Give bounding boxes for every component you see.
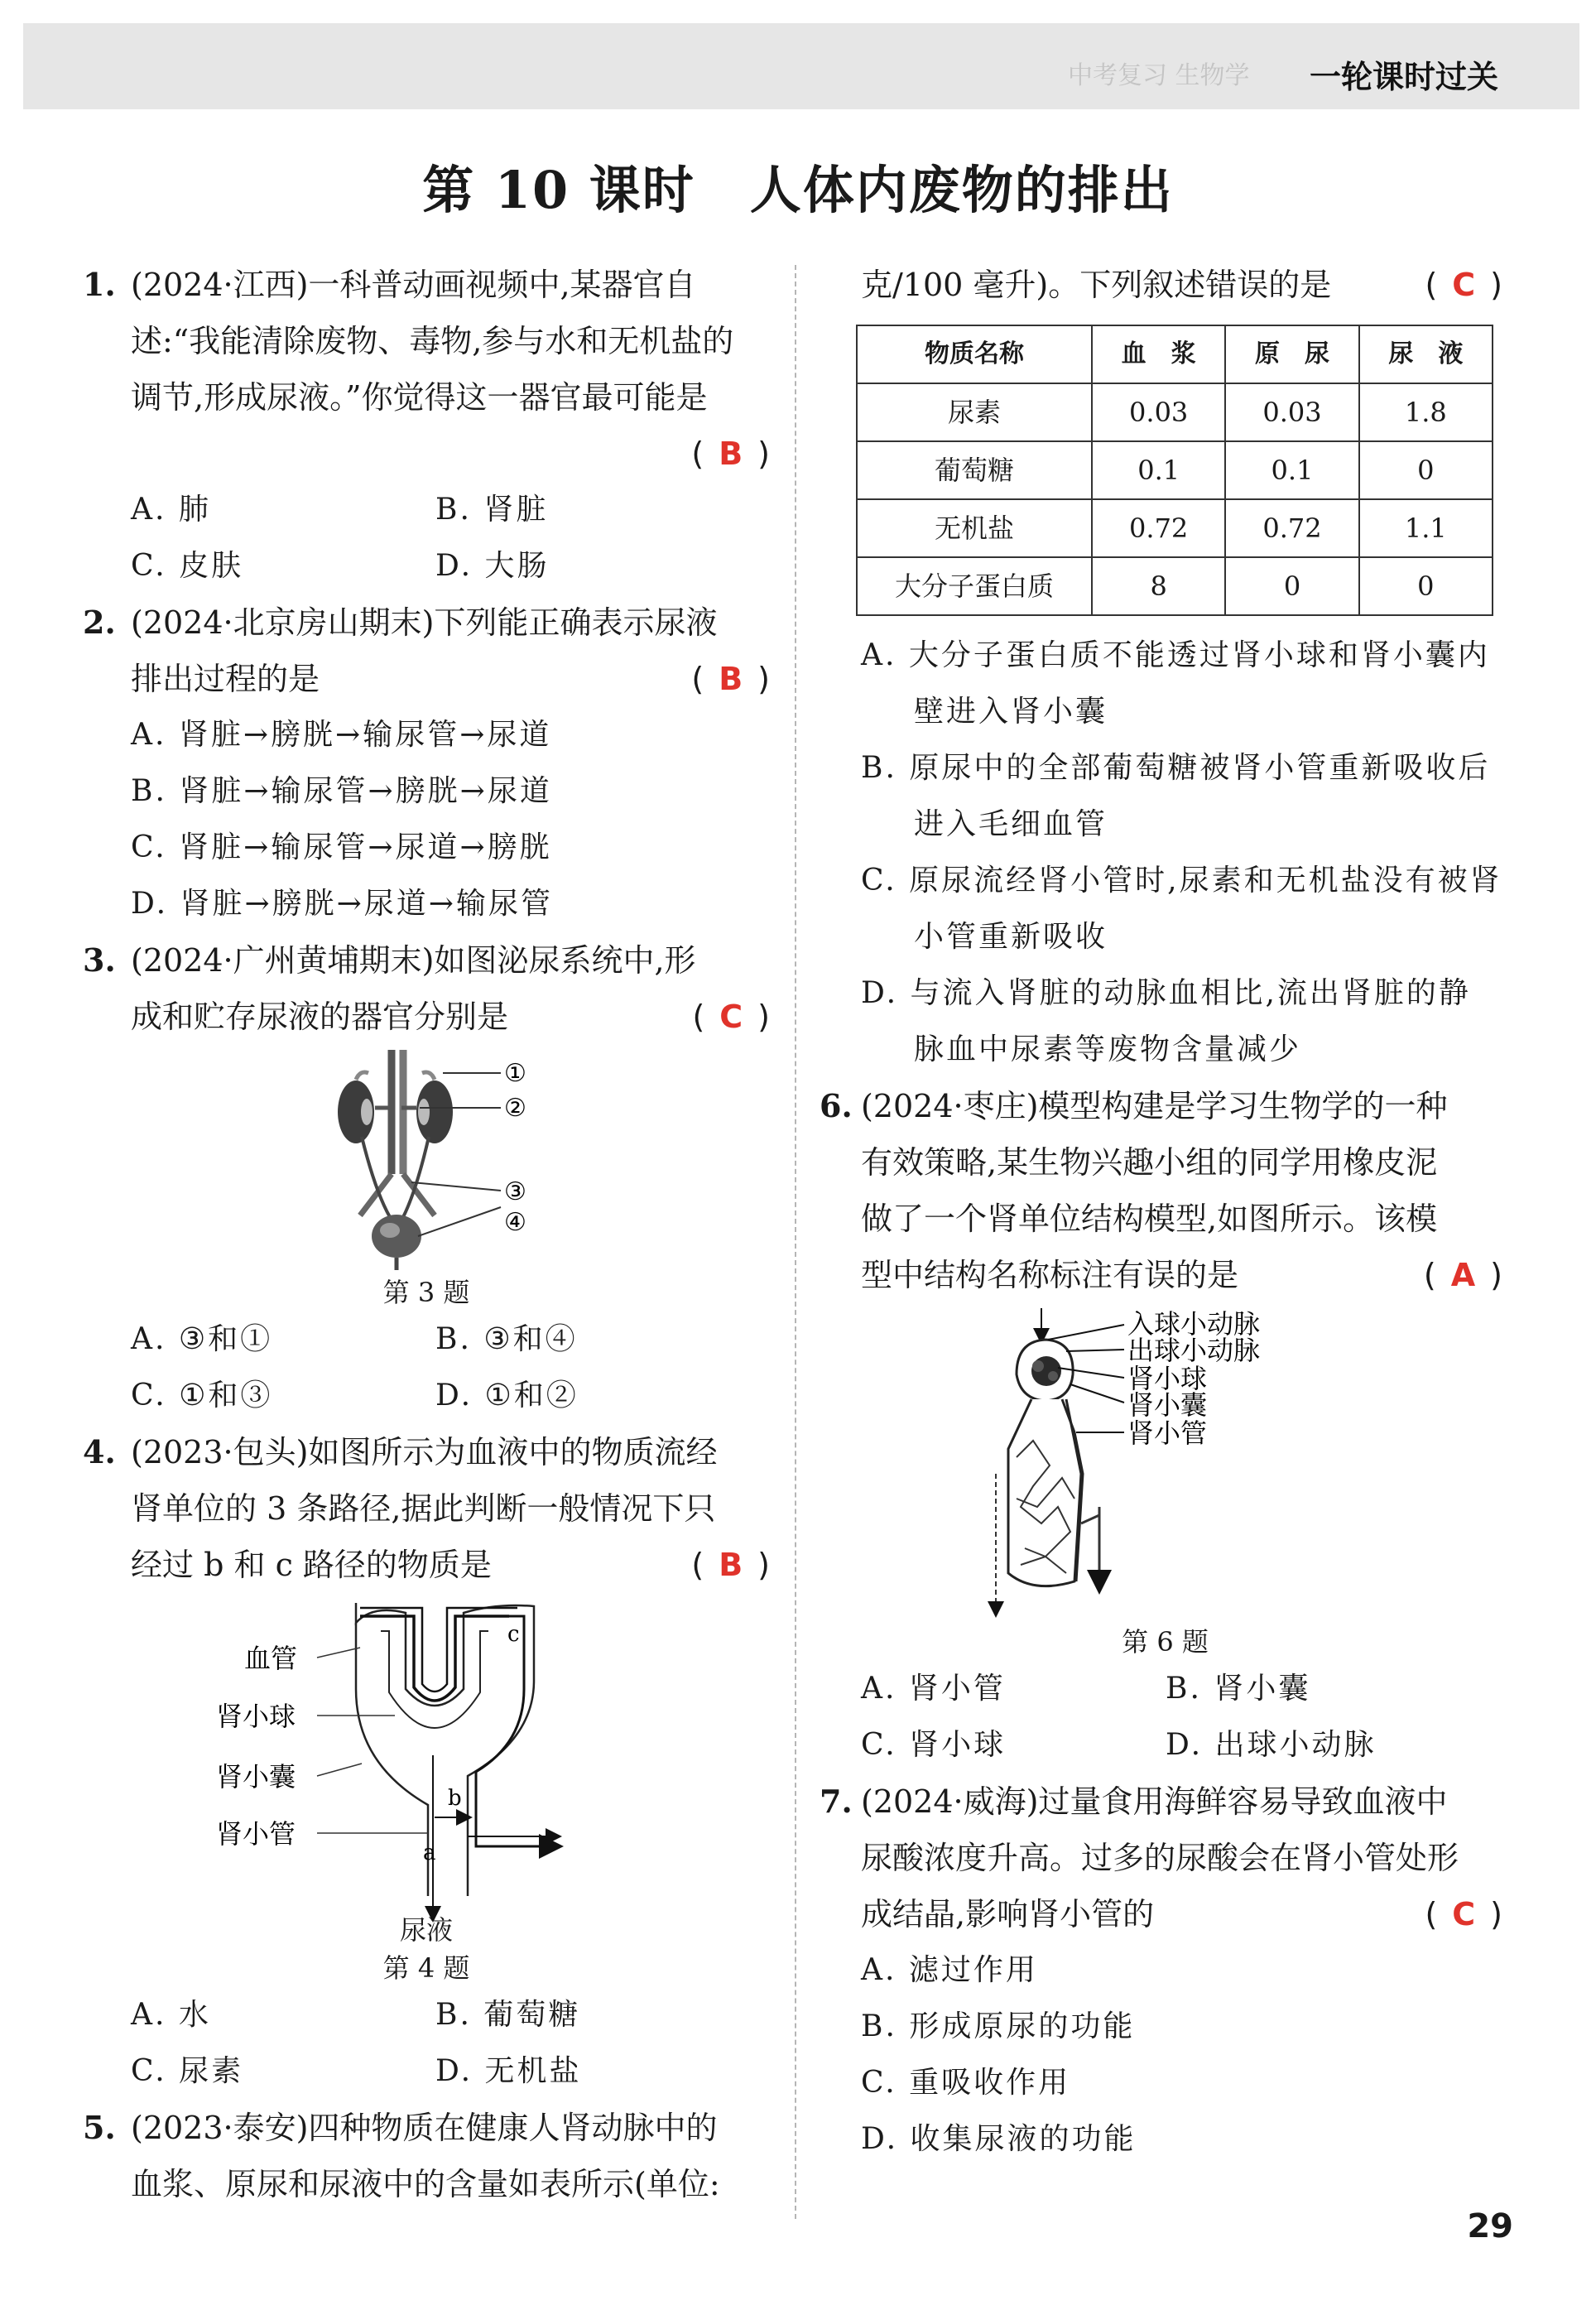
label-3: ③ <box>504 1177 526 1206</box>
path-a-label: a <box>423 1841 436 1865</box>
table-cell: 尿素 <box>857 383 1092 441</box>
nephron-path-diagram <box>211 1598 642 1926</box>
option-c: C. 肾脏→输尿管→尿道→膀胱 <box>131 830 552 864</box>
table-cell: 0 <box>1359 441 1493 499</box>
label-efferent-arteriole: 出球小动脉 <box>1127 1335 1260 1366</box>
answer-box: ( C ) <box>1425 267 1502 303</box>
question-text: 经过 b 和 c 路径的物质是 <box>131 1547 492 1583</box>
option-b: B. ③和④ <box>435 1322 578 1356</box>
answer-mark: B <box>719 436 743 472</box>
question-text: (2024·北京房山期末)下列能正确表示尿液 <box>131 604 718 641</box>
option-a: A. 大分子蛋白质不能透过肾小球和肾小囊内壁进入肾小囊 <box>861 638 1490 729</box>
nephron-model-figure <box>983 1308 1348 1623</box>
option-d: D. ①和② <box>435 1379 579 1412</box>
lesson-number: 第 10 课时 <box>422 160 695 220</box>
question-text: 成和贮存尿液的器官分别是 <box>131 999 509 1035</box>
question-number: 5. <box>83 2109 116 2146</box>
table-cell: 8 <box>1092 557 1225 615</box>
question-4 <box>83 1424 770 2100</box>
option-c: C. 肾小球 <box>861 1728 1007 1762</box>
question-text: 述:“我能清除废物、毒物,参与水和无机盐的 <box>131 323 734 359</box>
question-2 <box>83 594 770 932</box>
answer-box: ( A ) <box>1423 1257 1502 1293</box>
label-afferent-arteriole: 入球小动脉 <box>1127 1308 1260 1340</box>
column-divider <box>795 265 796 2219</box>
option-b: B. 肾小囊 <box>1166 1672 1311 1706</box>
label-tubule: 肾小管 <box>216 1818 296 1850</box>
question-text: (2023·包头)如图所示为血液中的物质流经 <box>131 1434 718 1470</box>
label-2: ② <box>504 1094 526 1123</box>
question-number: 3. <box>83 941 116 979</box>
header-faded-text: 中考复习 生物学 <box>1068 61 1250 90</box>
figure-caption: 第 6 题 <box>1122 1626 1209 1658</box>
table-cell: 0.1 <box>1225 441 1358 499</box>
option-c: C. 尿素 <box>131 2054 244 2088</box>
answer-box: ( C ) <box>1425 1896 1502 1932</box>
label-capsule: 肾小囊 <box>216 1761 296 1793</box>
question-1 <box>83 257 770 594</box>
question-text: 肾单位的 3 条路径,据此判断一般情况下只 <box>131 1490 716 1527</box>
answer-box: ( C ) <box>692 999 770 1035</box>
question-text: 排出过程的是 <box>131 661 320 697</box>
option-c: C. 重吸收作用 <box>861 2066 1071 2100</box>
question-text: 做了一个肾单位结构模型,如图所示。该模 <box>861 1201 1438 1237</box>
urinary-system-diagram <box>310 1050 542 1273</box>
question-text: (2024·广州黄埔期末)如图泌尿系统中,形 <box>131 942 696 979</box>
table-header: 尿 液 <box>1359 325 1493 383</box>
table-row <box>857 441 1493 499</box>
table-cell: 0.03 <box>1225 383 1358 441</box>
label-vessel: 血管 <box>244 1643 298 1674</box>
question-text: 调节,形成尿液。”你觉得这一器官最可能是 <box>131 379 708 416</box>
question-5-continued <box>828 257 1502 1078</box>
lesson-topic: 人体内废物的排出 <box>749 160 1174 220</box>
option-a: A. 水 <box>131 1998 211 2032</box>
option-b: B. 原尿中的全部葡萄糖被肾小管重新吸收后进入毛细血管 <box>861 751 1491 841</box>
option-d: D. 收集尿液的功能 <box>861 2122 1137 2156</box>
table-header: 血 浆 <box>1092 325 1225 383</box>
option-a: A. 肾小管 <box>861 1672 1006 1706</box>
table-cell: 0.72 <box>1092 499 1225 557</box>
label-1: ① <box>504 1059 526 1088</box>
table-cell: 1.1 <box>1359 499 1493 557</box>
question-number: 2. <box>83 604 116 641</box>
path-b-label: b <box>448 1786 462 1811</box>
answer-mark: A <box>1450 1257 1476 1293</box>
answer-mark: C <box>719 999 743 1035</box>
option-b: B. 葡萄糖 <box>435 1998 581 2032</box>
right-column <box>820 257 1502 2168</box>
figure-caption: 第 3 题 <box>382 1277 470 1308</box>
urinary-system-figure <box>310 1050 542 1273</box>
option-d: D. 无机盐 <box>435 2054 582 2088</box>
table-row <box>857 383 1493 441</box>
question-text: 型中结构名称标注有误的是 <box>861 1257 1239 1293</box>
bladder <box>372 1215 421 1258</box>
question-5 <box>83 2100 770 2212</box>
label-tubule: 肾小管 <box>1127 1417 1207 1449</box>
option-b: B. 肾脏 <box>435 493 549 527</box>
question-7 <box>820 1773 1502 2168</box>
page-title <box>0 149 1596 223</box>
option-b: B. 肾脏→输尿管→膀胱→尿道 <box>131 774 552 808</box>
table-row <box>857 557 1493 615</box>
option-a: A. 肺 <box>131 493 211 527</box>
table-cell: 0 <box>1359 557 1493 615</box>
option-d: D. 肾脏→膀胱→尿道→输尿管 <box>131 887 553 921</box>
label-glomerulus: 肾小球 <box>216 1701 296 1732</box>
table-cell: 0 <box>1225 557 1358 615</box>
substance-table <box>856 325 1493 616</box>
option-d: D. 出球小动脉 <box>1166 1728 1377 1762</box>
answer-mark: C <box>1452 1896 1476 1932</box>
table-header: 原 尿 <box>1225 325 1358 383</box>
answer-box: ( B ) <box>691 1547 770 1583</box>
question-text: 克/100 毫升)。下列叙述错误的是 <box>861 267 1332 303</box>
nephron-path-figure <box>211 1598 642 1926</box>
option-c: C. 皮肤 <box>131 549 244 583</box>
left-column <box>83 257 770 2212</box>
option-d: D. 与流入肾脏的动脉血相比,流出肾脏的静脉血中尿素等废物含量减少 <box>861 976 1471 1066</box>
answer-box: ( B ) <box>691 436 770 472</box>
question-text: 有效策略,某生物兴趣小组的同学用橡皮泥 <box>861 1144 1438 1181</box>
question-6 <box>820 1078 1502 1773</box>
nephron-model-diagram <box>983 1308 1348 1623</box>
urine-label: 尿液 <box>399 1914 453 1946</box>
answer-mark: C <box>1452 267 1476 303</box>
question-text: (2024·枣庄)模型构建是学习生物学的一种 <box>861 1088 1448 1124</box>
question-text: 尿酸浓度升高。过多的尿酸会在肾小管处形 <box>861 1840 1459 1876</box>
table-cell: 葡萄糖 <box>857 441 1092 499</box>
table-cell: 0.1 <box>1092 441 1225 499</box>
question-number: 1. <box>83 266 116 303</box>
table-cell: 1.8 <box>1359 383 1493 441</box>
table-row <box>857 499 1493 557</box>
question-3 <box>83 932 770 1424</box>
table-header-row <box>857 325 1493 383</box>
question-text: (2024·江西)一科普动画视频中,某器官自 <box>131 267 696 303</box>
option-a: A. 滤过作用 <box>861 1953 1038 1987</box>
question-text: 血浆、原尿和尿液中的含量如表所示(单位: <box>131 2166 720 2202</box>
option-c: C. 原尿流经肾小管时,尿素和无机盐没有被肾小管重新吸收 <box>861 864 1502 954</box>
answer-mark: B <box>719 661 743 697</box>
question-text: (2024·威海)过量食用海鲜容易导致血液中 <box>861 1783 1448 1820</box>
option-c: C. ①和③ <box>131 1379 273 1412</box>
table-header: 物质名称 <box>857 325 1092 383</box>
label-capsule: 肾小囊 <box>1127 1389 1207 1421</box>
option-a: A. ③和① <box>131 1322 273 1356</box>
table-cell: 无机盐 <box>857 499 1092 557</box>
answer-mark: B <box>719 1547 743 1583</box>
label-glomerulus: 肾小球 <box>1127 1363 1207 1394</box>
option-a: A. 肾脏→膀胱→输尿管→尿道 <box>131 718 552 752</box>
answer-box: ( B ) <box>691 661 770 697</box>
question-number: 7. <box>820 1783 853 1820</box>
figure-caption: 第 4 题 <box>382 1952 470 1984</box>
question-text: (2023·泰安)四种物质在健康人肾动脉中的 <box>131 2110 718 2146</box>
question-number: 4. <box>83 1433 116 1470</box>
table-cell: 0.03 <box>1092 383 1225 441</box>
table-cell: 0.72 <box>1225 499 1358 557</box>
page-number: 29 <box>1467 2207 1513 2245</box>
question-number: 6. <box>820 1087 853 1124</box>
path-c-label: c <box>507 1622 520 1647</box>
label-4: ④ <box>504 1208 526 1237</box>
table-cell: 大分子蛋白质 <box>857 557 1092 615</box>
option-d: D. 大肠 <box>435 549 550 583</box>
option-b: B. 形成原尿的功能 <box>861 2009 1136 2043</box>
question-text: 成结晶,影响肾小管的 <box>861 1896 1155 1932</box>
header-label: 一轮课时过关 <box>1309 59 1498 95</box>
